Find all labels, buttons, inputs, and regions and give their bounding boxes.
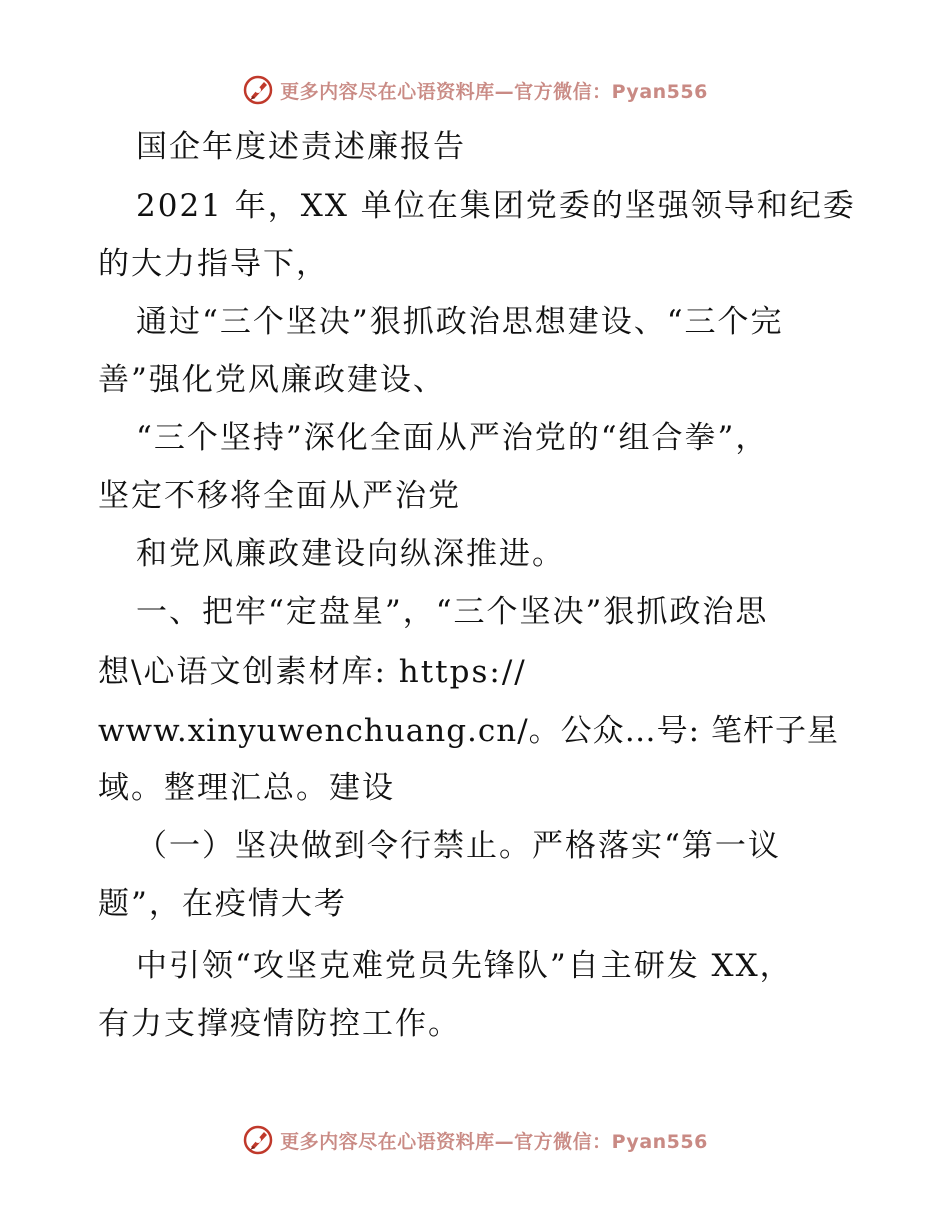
quill-pen-logo-icon — [242, 1124, 274, 1156]
footer-watermark — [0, 1120, 950, 1160]
header-watermark — [0, 70, 950, 110]
quill-pen-logo-icon — [242, 74, 274, 106]
paragraph-line: 中引领“攻坚克难党员先锋队”自主研发 XX， — [136, 948, 793, 984]
paragraph-line: 善”强化党风廉政建设、 — [98, 362, 446, 398]
watermark-text: 更多内容尽在心语资料库—官方微信：Pyan556 — [280, 80, 708, 103]
paragraph-line: 2021 年，XX 单位在集团党委的坚强领导和纪委 — [136, 188, 856, 224]
paragraph-line: 有力支撑疫情防控工作。 — [98, 1006, 461, 1042]
url-line: www.xinyuwenchuang.cn/。公众…号: 笔杆子星 — [98, 713, 839, 749]
paragraph-line: 题”，在疫情大考 — [98, 886, 347, 922]
paragraph-line: 和党风廉政建设向纵深推进。 — [136, 536, 565, 572]
document-title: 国企年度述责述廉报告 — [136, 129, 466, 165]
paragraph-line: 通过“三个坚决”狠抓政治思想建设、“三个完 — [136, 304, 784, 340]
section-heading-line: 一、把牢“定盘星”，“三个坚决”狠抓政治思 — [136, 594, 769, 630]
paragraph-line: 坚定不移将全面从严治党 — [98, 478, 461, 514]
paragraph-line: 想\心语文创素材库: https:// — [98, 654, 527, 690]
paragraph-line: 的大力指导下， — [98, 246, 329, 282]
paragraph-line: “三个坚持”深化全面从严治党的“组合拳”， — [136, 420, 769, 456]
watermark-text: 更多内容尽在心语资料库—官方微信：Pyan556 — [280, 1130, 708, 1153]
subsection-heading-line: （一）坚决做到令行禁止。严格落实“第一议 — [136, 828, 781, 864]
paragraph-line: 域。整理汇总。建设 — [98, 770, 395, 806]
